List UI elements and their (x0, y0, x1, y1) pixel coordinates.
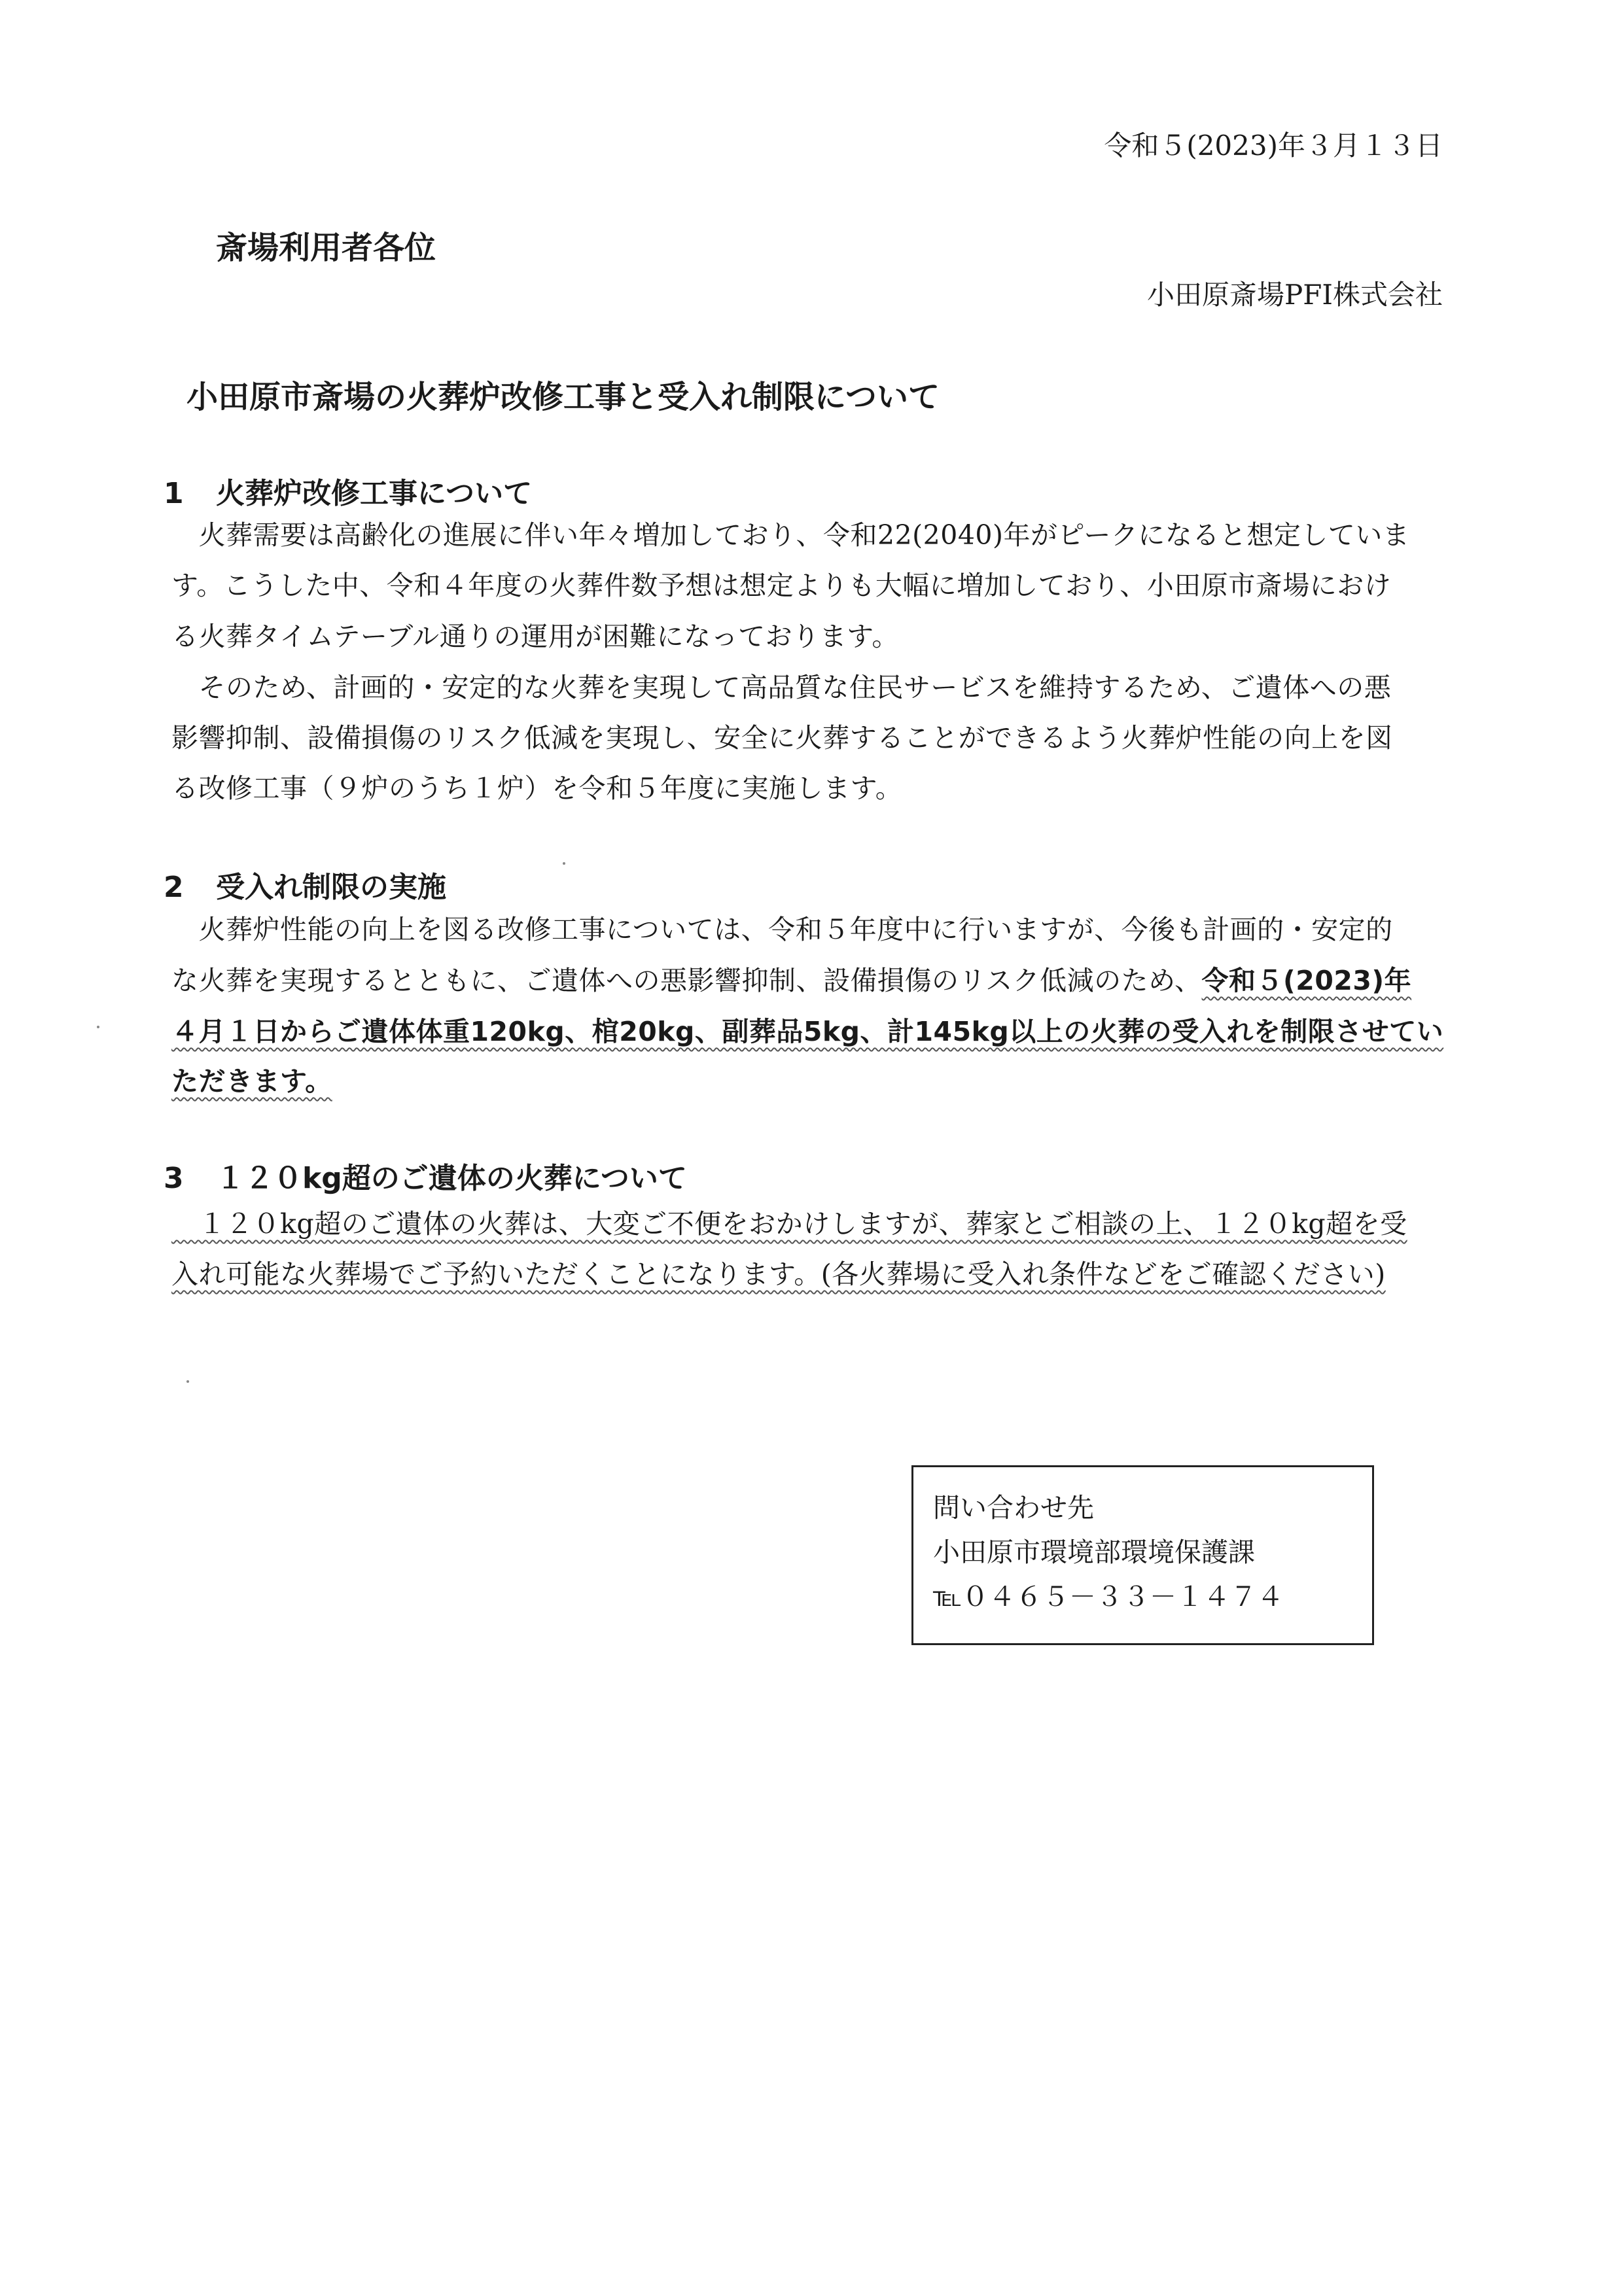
sender-company: 小田原斎場PFI株式会社 (1147, 279, 1443, 311)
section-title: 受入れ制限の実施 (216, 871, 446, 904)
section-number: 1 (164, 477, 184, 510)
contact-label: 問い合わせ先 (933, 1492, 1094, 1523)
scan-speck (97, 1026, 99, 1028)
contact-box (911, 1465, 1374, 1645)
document-date: 令和５(2023)年３月１３日 (1104, 130, 1443, 162)
document-title: 小田原市斎場の火葬炉改修工事と受入れ制限について (186, 379, 940, 415)
section-3-line: １２０kg超のご遺体の火葬は、大変ご不便をおかけしますが、葬家とご相談の上、１２０kg超を受 (171, 1208, 1407, 1240)
scan-speck (563, 862, 565, 865)
section-2-line: 火葬炉性能の向上を図る改修工事については、令和５年度中に行いますが、今後も計画的・安定的 (171, 914, 1393, 945)
section-title: 火葬炉改修工事について (216, 477, 533, 510)
restriction-emphasis: ４月１日からご遺体体重120kg、棺20kg、副葬品5kg、計145kg以上の火葬の受入れを制限させてい (171, 1016, 1444, 1047)
section-3-line: 入れ可能な火葬場でご予約いただくことになります。(各火葬場に受入れ条件などをご確認ください) (171, 1259, 1386, 1290)
section-3-heading (164, 1155, 687, 1196)
section-title: １２０kg超のご遺体の火葬について (216, 1162, 687, 1195)
restriction-emphasis: ただきます。 (171, 1066, 332, 1097)
section-1-line: す。こうした中、令和４年度の火葬件数予想は想定よりも大幅に増加しており、小田原市斎場におけ (171, 570, 1392, 601)
contact-department: 小田原市環境部環境保護課 (933, 1537, 1255, 1568)
section-1-line: そのため、計画的・安定的な火葬を実現して高品質な住民サービスを維持するため、ご遺体への悪 (171, 672, 1392, 703)
scan-speck (186, 1380, 189, 1383)
addressee: 斎場利用者各位 (216, 230, 436, 266)
section-1-line: る改修工事（９炉のうち１炉）を令和５年度に実施します。 (171, 773, 903, 804)
restriction-emphasis: 令和５(2023)年 (1201, 965, 1412, 996)
section-1-line: 火葬需要は高齢化の進展に伴い年々増加しており、令和22(2040)年がピークになると想定していま (171, 519, 1410, 551)
section-number: 3 (164, 1162, 184, 1195)
section-2-line (171, 959, 1411, 998)
section-2-text: な火葬を実現するとともに、ご遺体への悪影響抑制、設備損傷のリスク低減のため、 (171, 965, 1202, 996)
section-1-heading (164, 470, 532, 512)
section-1-line: 影響抑制、設備損傷のリスク低減を実現し、安全に火葬することができるよう火葬炉性能の向上を図 (171, 722, 1393, 754)
contact-phone: ℡０４６５－３３－１４７４ (933, 1581, 1284, 1612)
section-2-heading (164, 863, 446, 905)
section-number: 2 (164, 871, 184, 904)
section-1-line: る火葬タイムテーブル通りの運用が困難になっております。 (171, 621, 899, 652)
